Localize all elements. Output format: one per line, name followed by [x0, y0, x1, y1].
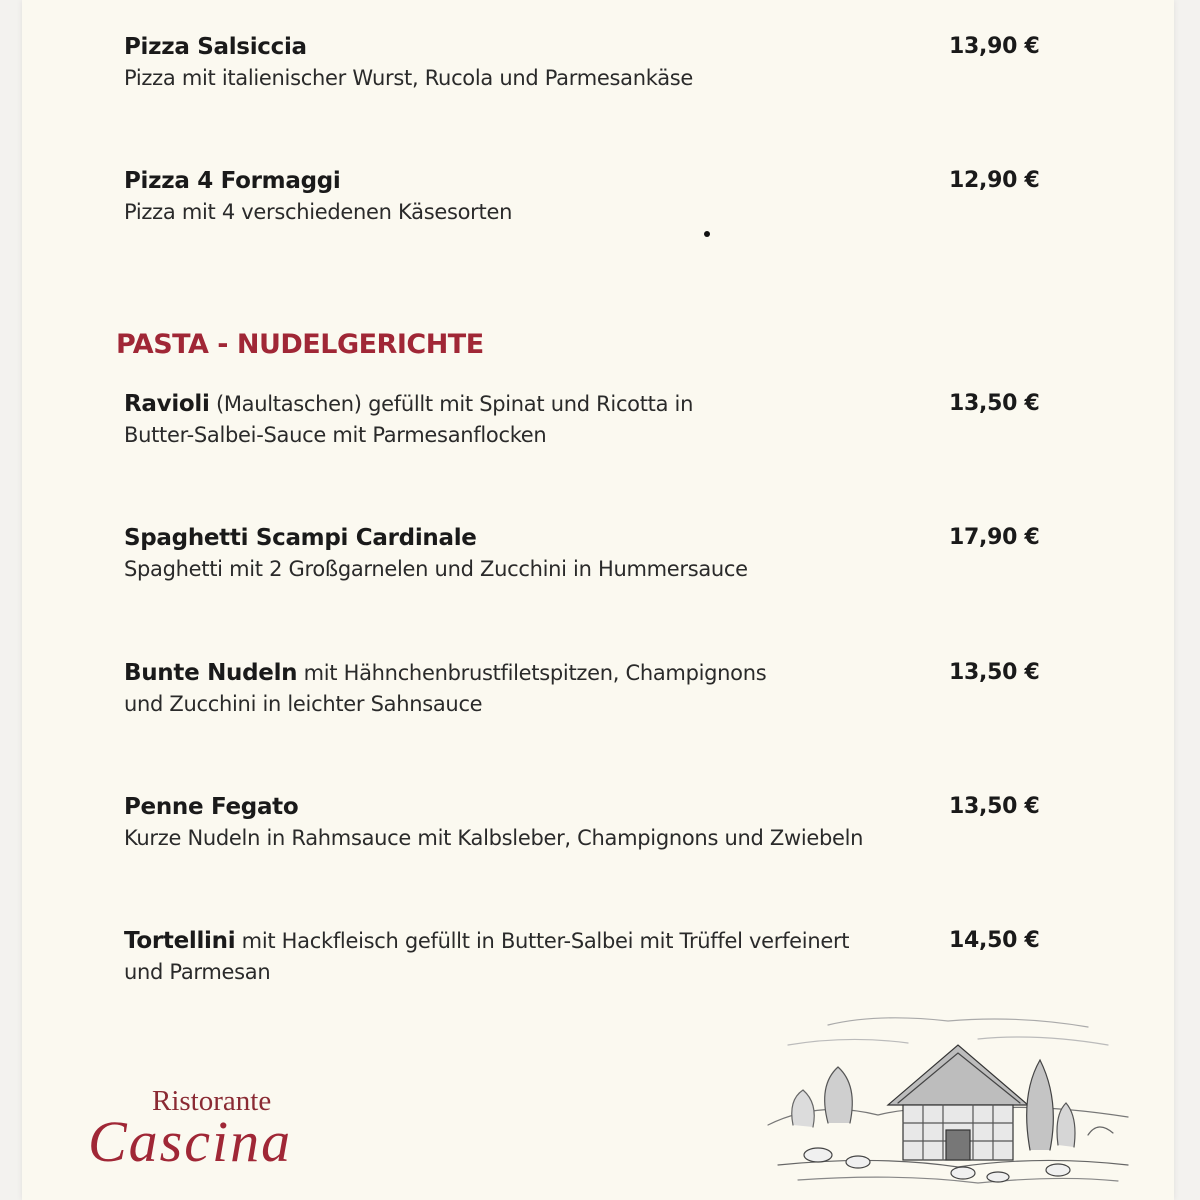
menu-item-penne-fegato — [124, 794, 1144, 853]
item-name: Bunte Nudeln — [124, 660, 298, 686]
item-price: 13,50 € — [949, 391, 1040, 416]
item-price: 14,50 € — [949, 928, 1040, 953]
menu-page — [22, 0, 1174, 1200]
menu-item-pizza-4-formaggi — [124, 168, 1144, 227]
item-name: Pizza 4 Formaggi — [124, 168, 341, 194]
item-description: Butter-Salbei-Sauce mit Parmesanflocken — [124, 423, 547, 447]
item-description: und Parmesan — [124, 960, 271, 984]
item-price: 13,90 € — [949, 34, 1040, 59]
item-name: Pizza Salsiccia — [124, 34, 307, 60]
item-price: 13,50 € — [949, 794, 1040, 819]
item-inline-description: (Maultaschen) gefüllt mit Spinat und Ricotta in — [209, 392, 694, 416]
item-inline-description: mit Hackfleisch gefüllt in Butter-Salbei mit Trüffel verfeinert — [235, 929, 850, 953]
stray-dot — [704, 231, 710, 237]
item-description: und Zucchini in leichter Sahnsauce — [124, 692, 483, 716]
item-name: Penne Fegato — [124, 794, 299, 820]
item-description: Pizza mit 4 verschiedenen Käsesorten — [124, 200, 513, 224]
logo-cascina: Cascina — [88, 1109, 293, 1174]
section-title-pasta: PASTA - NUDELGERICHTE — [116, 329, 484, 360]
farmhouse-illustration — [758, 1005, 1138, 1200]
menu-item-spaghetti-scampi — [124, 525, 1144, 584]
menu-item-bunte-nudeln — [124, 660, 1144, 719]
item-price: 12,90 € — [949, 168, 1040, 193]
item-inline-description: mit Hähnchenbrustfiletspitzen, Champignons — [297, 661, 767, 685]
item-name: Spaghetti Scampi Cardinale — [124, 525, 477, 551]
item-price: 13,50 € — [949, 660, 1040, 685]
menu-item-tortellini — [124, 928, 1144, 987]
menu-item-pizza-salsiccia — [124, 34, 1144, 93]
logo-ristorante: Ristorante — [152, 1085, 272, 1117]
item-description: Spaghetti mit 2 Großgarnelen und Zucchini in Hummersauce — [124, 557, 748, 581]
item-price: 17,90 € — [949, 525, 1040, 550]
item-name: Tortellini — [124, 928, 236, 954]
item-description: Kurze Nudeln in Rahmsauce mit Kalbsleber, Champignons und Zwiebeln — [124, 826, 864, 850]
item-name: Ravioli — [124, 391, 210, 417]
menu-item-ravioli — [124, 391, 1144, 450]
item-description: Pizza mit italienischer Wurst, Rucola und Parmesankäse — [124, 66, 694, 90]
